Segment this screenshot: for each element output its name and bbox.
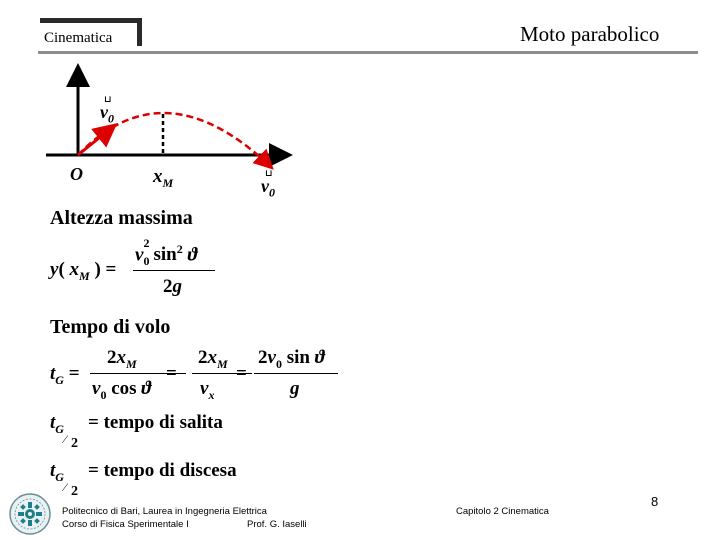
footer-professor: Prof. G. Iaselli [247,519,307,530]
footer-chapter: Capitolo 2 Cinematica [456,506,549,517]
page-number: 8 [651,494,659,509]
section-label: Cinematica [44,30,113,46]
fall-time-row: $t_G$ ⁄ 2 = tempo di discesa [50,460,237,499]
launch-velocity-arrow [78,125,115,155]
header-rule [38,51,698,54]
v0-end-label: ⊔ $v_0$ [261,168,275,200]
flight-time-formula: $t_G$ = $2x_M$ $v_0$ cos ϑ = $2x_M$ $v_x$ = $2v_0$ sin ϑ g [50,345,350,407]
slide-title: Moto parabolico [520,22,660,46]
origin-label: O [70,164,83,184]
rise-time-row: $t_G$ ⁄ 2 = tempo di salita [50,412,223,451]
footer-institution: Politecnico di Bari, Laurea in Ingegneria Elettrica [62,506,267,517]
xm-label: $x_M$ [153,166,174,190]
max-height-formula: y( $x_M$ ) = v 0 2 $\sin^2 ϑ$ 2g [50,240,250,302]
v0-label: ⊔ $v_0$ [100,94,114,126]
university-logo [8,492,52,536]
fall-time-text: = tempo di discesa [88,460,237,481]
footer-course: Corso di Fisica Sperimentale I [62,519,189,530]
max-height-heading: Altezza massima [50,207,193,229]
flight-time-heading: Tempo di volo [50,316,171,338]
rise-time-text: = tempo di salita [88,412,223,433]
